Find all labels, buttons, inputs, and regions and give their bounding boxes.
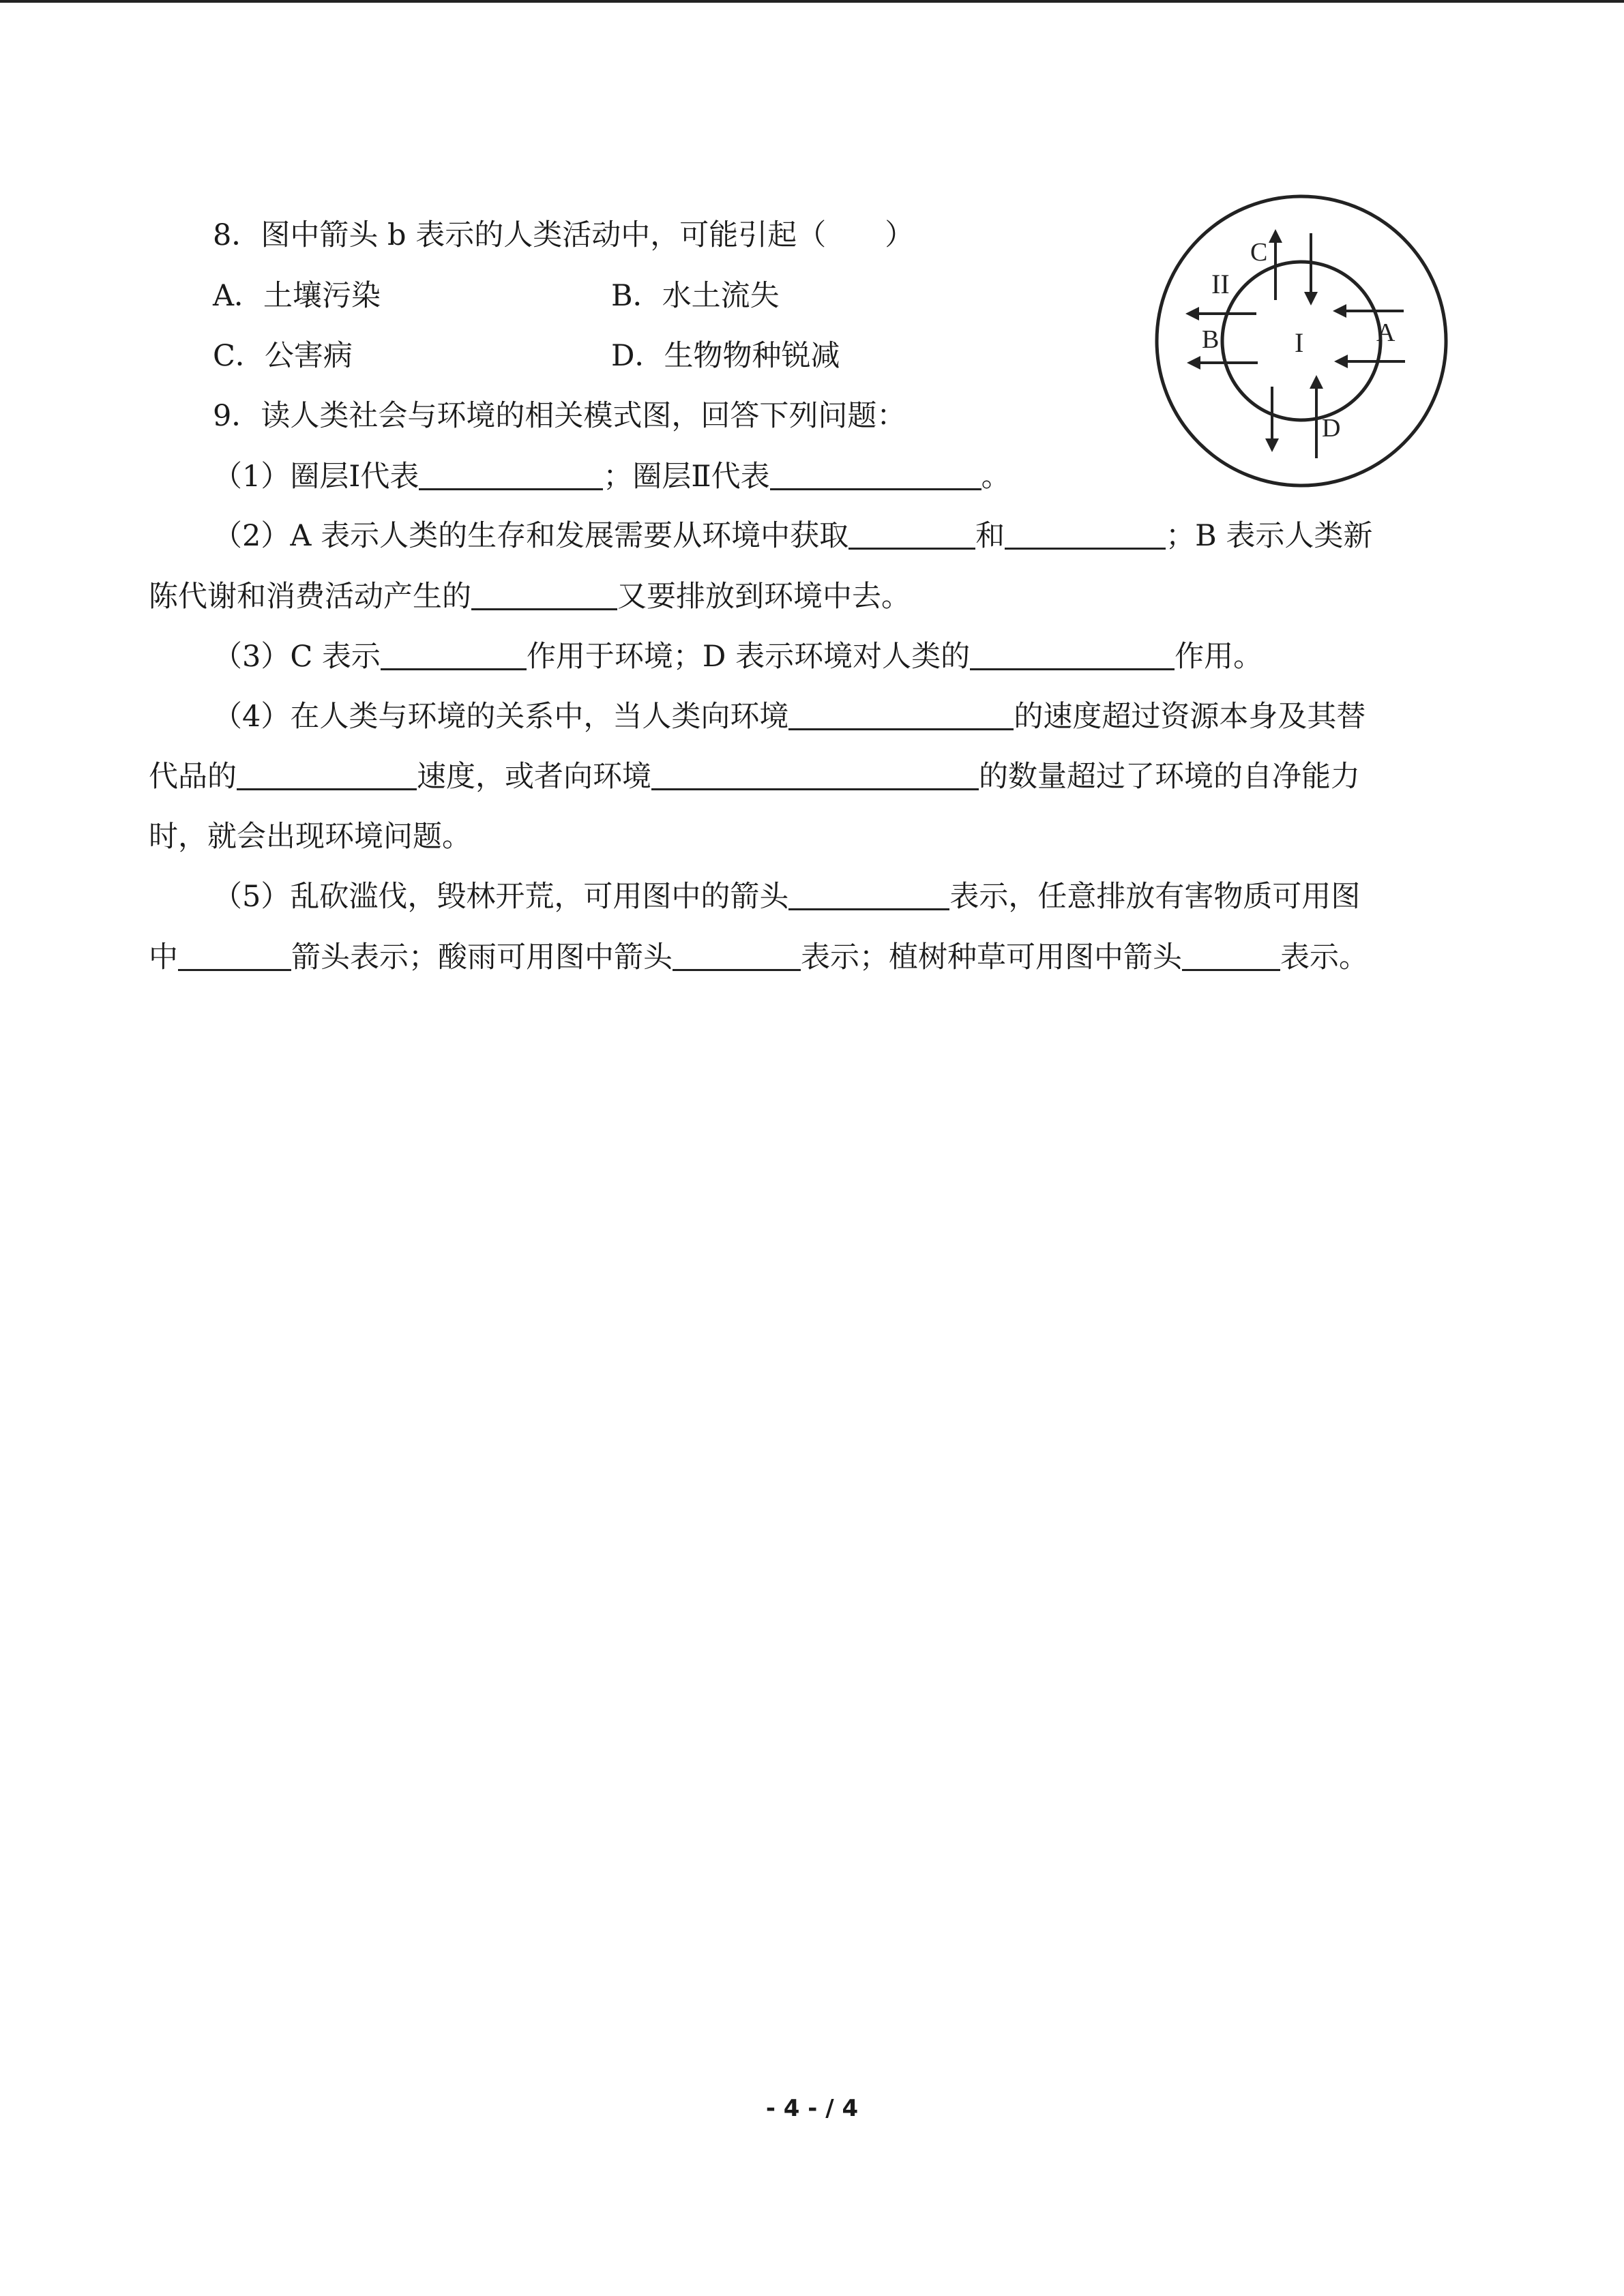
q9-part2-text-b: 和 xyxy=(975,519,1005,553)
q8-option-b: B．水土流失 xyxy=(611,279,780,313)
q9-part5-blank-1[interactable] xyxy=(788,878,949,910)
q9-part5-text-e: 表示；植树种草可用图中箭头 xyxy=(801,940,1182,974)
q8-stem: 8．图中箭头 b 表示的人类活动中，可能引起（ ） xyxy=(213,218,915,252)
q9-part2-text-a: （2）A 表示人类的生存和发展需要从环境中获取 xyxy=(213,519,849,553)
q9-part3-blank-2[interactable] xyxy=(970,638,1175,670)
q8-option-a: A．土壤污染 xyxy=(213,279,381,313)
q9-part1-blank-2[interactable] xyxy=(770,458,981,490)
q9-part5-text-c: 中 xyxy=(149,940,178,974)
q9-part1-text-b: ；圈层Ⅱ代表 xyxy=(603,460,770,494)
q9-part3-blank-1[interactable] xyxy=(381,638,527,670)
q9-part3 xyxy=(213,636,1263,677)
q9-part2-blank-2[interactable] xyxy=(1005,518,1166,550)
q9-part4-text-e: 的数量超过了环境的自净能力 xyxy=(979,760,1360,794)
q9-part4-blank-1[interactable] xyxy=(788,698,1014,730)
q8-option-c: C．公害病 xyxy=(213,339,353,373)
human-environment-diagram xyxy=(1153,192,1453,492)
q9-part5-blank-2[interactable] xyxy=(178,939,291,971)
q9-part2-line1 xyxy=(213,516,1372,556)
q9-part4-blank-3[interactable] xyxy=(651,758,979,790)
q9-part2-text-e: 又要排放到环境中去。 xyxy=(617,580,911,614)
q9-part2-blank-3[interactable] xyxy=(471,578,617,610)
q9-part5-blank-3[interactable] xyxy=(673,939,801,971)
q9-part3-text-a: （3）C 表示 xyxy=(213,640,381,674)
label-a: A xyxy=(1376,318,1396,347)
q9-part4-line1 xyxy=(213,696,1365,737)
label-inner-layer: I xyxy=(1295,327,1304,358)
q9-part5-text-a: （5）乱砍滥伐，毁林开荒，可用图中的箭头 xyxy=(213,880,789,914)
q9-part1-blank-1[interactable] xyxy=(419,458,603,490)
label-b: B xyxy=(1202,325,1220,354)
q9-part1 xyxy=(213,456,1011,497)
q9-part5-text-b: 表示，任意排放有害物质可用图 xyxy=(949,880,1361,914)
q9-part4-blank-2[interactable] xyxy=(237,758,417,790)
q9-part5-line1 xyxy=(213,876,1360,917)
q9-part4-text-b: 的速度超过资源本身及其替 xyxy=(1014,700,1366,734)
q9-part2-text-c: ；B 表示人类新 xyxy=(1166,519,1373,553)
q9-part4-text-a: （4）在人类与环境的关系中，当人类向环境 xyxy=(213,700,789,734)
q9-part3-text-b: 作用于环境；D 表示环境对人类的 xyxy=(526,640,971,674)
q9-part5-text-d: 箭头表示；酸雨可用图中箭头 xyxy=(291,940,673,974)
q9-part1-text-c: 。 xyxy=(981,460,1011,494)
q8-option-d: D．生物物种锐减 xyxy=(611,339,840,373)
q9-part4-text-c: 代品的 xyxy=(149,760,237,794)
q9-part4-text-d: 速度，或者向环境 xyxy=(417,760,651,794)
q9-part4-line3: 时，就会出现环境问题。 xyxy=(149,820,471,854)
q9-part5-line2 xyxy=(149,937,1368,978)
q9-part1-text-a: （1）圈层Ⅰ代表 xyxy=(213,460,419,494)
q9-part3-text-c: 作用。 xyxy=(1175,640,1263,674)
q9-part5-blank-4[interactable] xyxy=(1182,939,1280,971)
q9-part4-line2 xyxy=(149,756,1360,797)
q9-stem: 9．读人类社会与环境的相关模式图，回答下列问题： xyxy=(213,399,906,433)
label-d: D xyxy=(1322,414,1341,443)
page-number: - 4 - / 4 xyxy=(765,2095,859,2122)
q9-part5-text-f: 表示。 xyxy=(1280,940,1368,974)
q9-part2-line2 xyxy=(149,576,911,617)
label-c: C xyxy=(1250,238,1268,267)
q9-part2-text-d: 陈代谢和消费活动产生的 xyxy=(149,580,471,614)
label-outer-layer: II xyxy=(1211,269,1230,299)
top-border xyxy=(0,0,1624,3)
q9-part2-blank-1[interactable] xyxy=(848,518,975,550)
